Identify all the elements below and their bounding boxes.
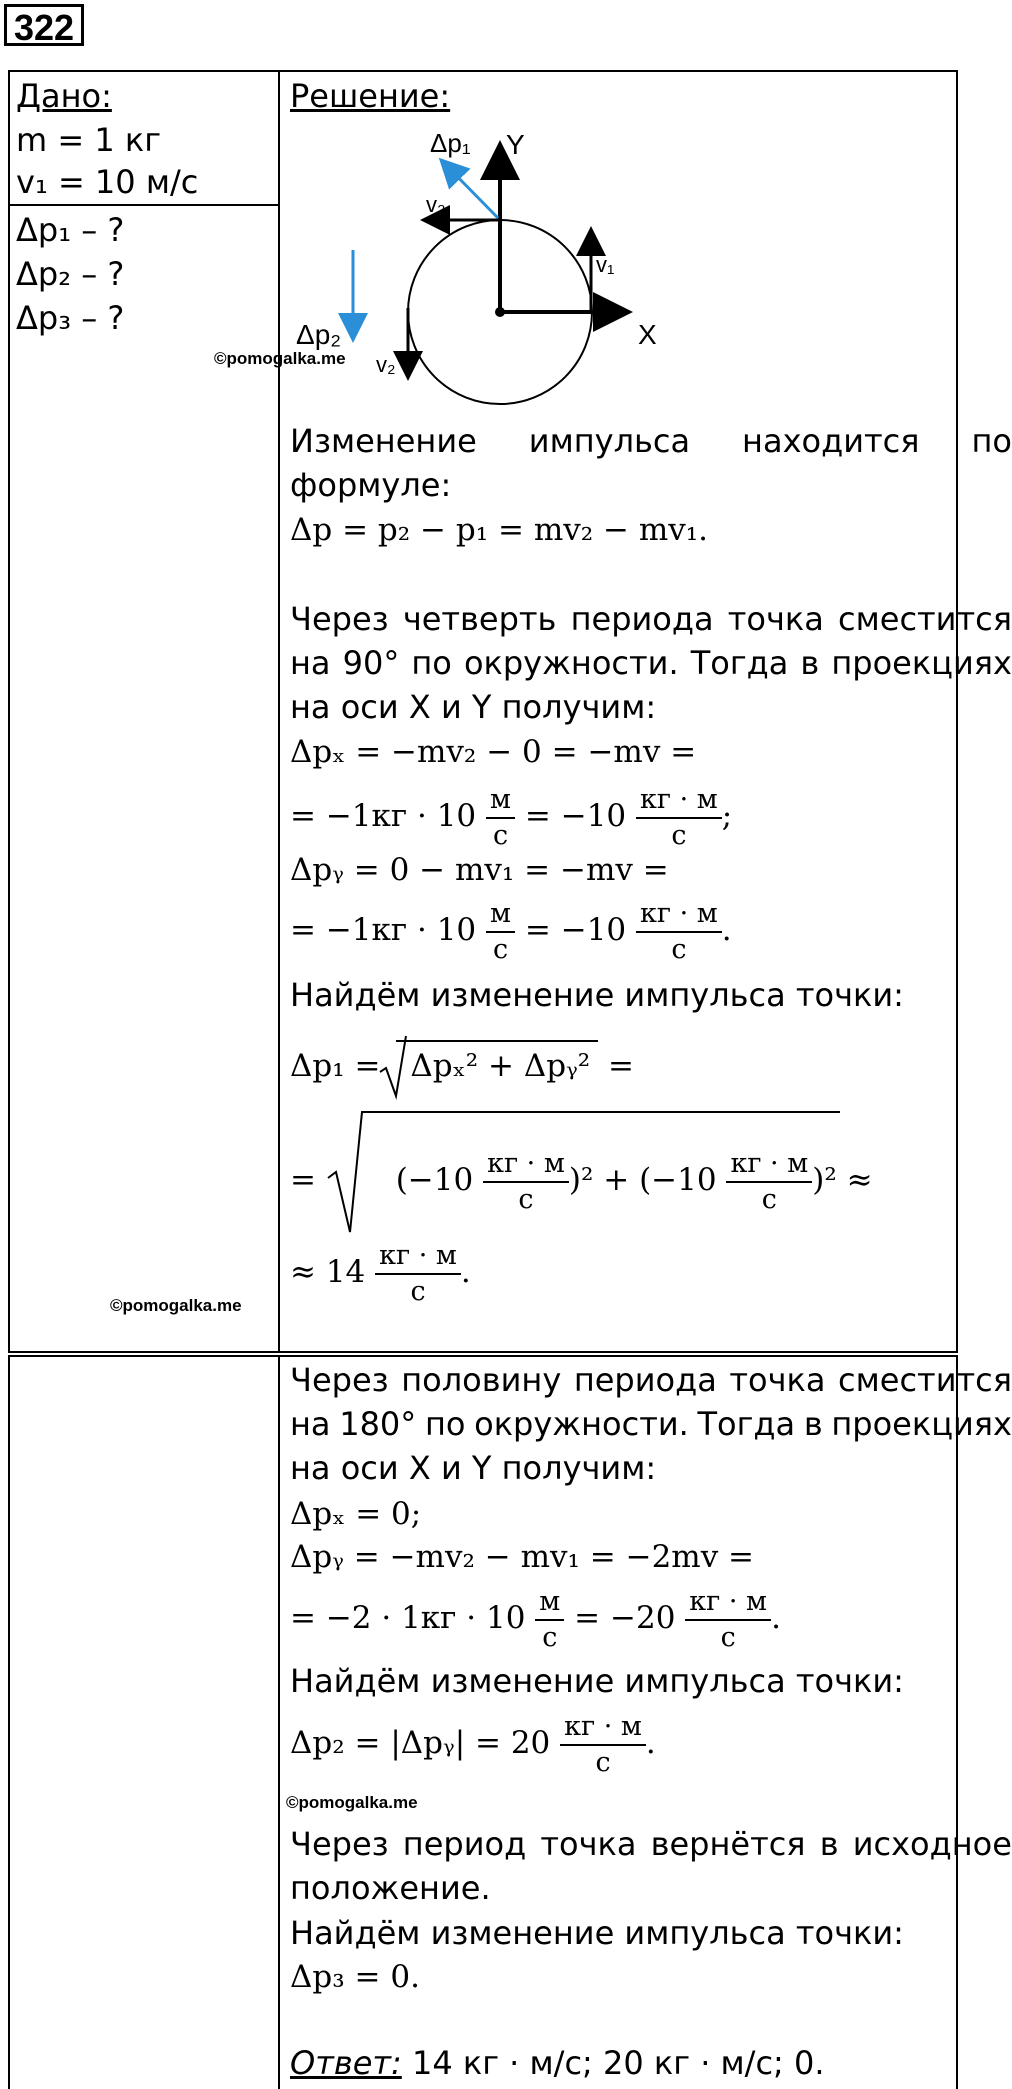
word: четверть [402,600,557,638]
fraction-m-s [486,783,515,853]
word: период [402,1825,527,1863]
numerator: кг · м [685,1585,771,1621]
dpy-line-1: Δpᵧ = 0 − mv₁ = −mv = [290,852,669,888]
word: в [803,1405,823,1443]
full-line-2: положение. [290,1869,491,1907]
table2-border-right [956,1355,958,2089]
watermark-left: ©pomogalka.me [110,1296,242,1315]
punct: . [771,1600,781,1636]
word: Через [290,1825,389,1863]
numerator: м [486,897,515,933]
expr: = −20 [574,1600,676,1636]
numerator: кг · м [375,1239,461,1275]
word: Тогда [690,644,789,682]
unknown-dp3: Δp₃ – ? [16,299,125,337]
expr: = −2 · 1кг · 10 [290,1600,526,1636]
punct: . [721,912,732,948]
word: по [411,644,452,682]
quarter-line-2 [290,641,1012,685]
dp1-line-2 [290,1140,873,1220]
dpy-line-2 [290,890,732,970]
sqrt-radicand [396,1040,598,1088]
expr: )² [568,1162,594,1198]
half-line-2 [290,1402,1012,1446]
center-point [495,307,505,317]
half-line-1 [290,1358,1012,1402]
dp1-arrow [443,162,498,218]
table-border-right [956,70,958,1353]
numerator: кг · м [483,1147,569,1183]
word: на [290,1405,331,1443]
half-dpy-2 [290,1578,781,1658]
fraction-kgm-s [560,1710,646,1780]
word: по [971,422,1012,460]
punct: . [460,1254,471,1290]
word: находится [742,422,920,460]
expr: = −1кг · 10 [290,912,477,948]
word: точка [727,600,824,638]
dp2-line [290,1703,656,1783]
fraction-m-s [535,1585,564,1655]
answer-value: 14 кг · м/с; 20 кг · м/с; 0. [411,2044,825,2082]
quarter-line-1 [290,597,1012,641]
word: окружности. [474,1405,689,1443]
fraction-kgm-s [636,897,722,967]
word: сместится [838,1361,1012,1399]
dp3-line: Δp₃ = 0. [290,1959,420,1995]
expr: = [290,1162,316,1198]
quarter-line-3: на оси X и Y получим: [290,688,657,726]
word: Через [290,1361,389,1399]
word: точка [729,1361,826,1399]
expr: ≈ 14 [290,1254,366,1290]
expr: (−10 [395,1162,474,1198]
intro-line-1 [290,419,1012,463]
denominator: с [671,819,687,851]
word: проекциях [831,644,1012,682]
denominator: с [671,933,687,965]
denominator: с [492,933,509,965]
table2-border-top [8,1355,958,1357]
word: периода [573,1361,717,1399]
word: сместится [838,600,1012,638]
formula-main: Δp = p₂ − p₁ = mv₂ − mv₁. [290,512,709,548]
given-velocity: v₁ = 10 м/с [16,163,199,201]
fraction-kgm-s [726,1147,812,1217]
word: проекциях [831,1405,1012,1443]
label-dp1: Δp₁ [430,128,471,158]
find-line-2: Найдём изменение импульса точки: [290,1662,904,1700]
word: вернётся [650,1825,806,1863]
intro-line-2: формуле: [290,466,452,504]
word: по [424,1405,466,1443]
label-v2-left: v₂ [376,352,396,377]
word: в [800,644,820,682]
word: окружности. [463,644,679,682]
full-line-1 [290,1822,1012,1866]
word: 180° [339,1405,417,1443]
problem-number: 322 [4,4,84,46]
word: половину [401,1361,562,1399]
watermark-figure: ©pomogalka.me [214,349,346,368]
watermark-right: ©pomogalka.me [286,1793,418,1812]
answer-line [290,2041,825,2085]
expr: + (−10 [603,1162,717,1198]
denominator: с [492,819,509,851]
denominator: с [518,1183,534,1215]
given-mass: m = 1 кг [16,121,161,159]
label-y: Y [506,129,525,160]
solution-title: Решение: [290,77,451,115]
table-border-bottom [8,1351,958,1353]
table-border-left [8,70,10,1353]
word: в [819,1825,839,1863]
label-dp2: Δp₂ [296,319,342,350]
punct: . [645,1725,656,1761]
half-line-3: на оси X и Y получим: [290,1449,657,1487]
expr: = −10 [524,912,627,948]
word: точка [540,1825,637,1863]
expr: = [608,1048,635,1084]
numerator: м [535,1585,564,1621]
label-v2-top: v₂ [426,192,446,217]
expr: = −1кг · 10 [290,798,477,834]
word: на [290,644,331,682]
denominator: с [720,1621,736,1653]
label-x: X [638,319,657,350]
denominator: с [595,1746,611,1778]
dpx-line-2 [290,776,732,856]
find-line-1: Найдём изменение импульса точки: [290,976,904,1014]
table2-column-divider [278,1355,280,2089]
given-title: Дано: [16,77,112,115]
dp1-line-3 [290,1232,471,1312]
numerator: кг · м [636,897,722,933]
punct: ; [721,798,733,834]
numerator: м [486,783,515,819]
word: Тогда [697,1405,796,1443]
radicand: Δpₓ² + Δpᵧ² [410,1048,591,1084]
fraction-kgm-s [685,1585,771,1655]
sqrt-sign-1 [378,1032,408,1102]
numerator: кг · м [560,1710,646,1746]
word: 90° [342,644,400,682]
table2-border-left [8,1355,10,2089]
table-border-top [8,70,958,72]
answer-label: Ответ: [290,2044,402,2082]
word: импульса [528,422,691,460]
numerator: кг · м [726,1147,812,1183]
find-line-3: Найдём изменение импульса точки: [290,1914,904,1952]
word: Изменение [290,422,477,460]
fraction-m-s [486,897,515,967]
expr: )² [812,1162,837,1198]
unknown-dp2: Δp₂ – ? [16,255,125,293]
motion-diagram [214,120,680,420]
denominator: с [542,1621,558,1653]
expr: Δp₂ = |Δpᵧ| = 20 [290,1725,551,1761]
given-divider [8,204,280,206]
word: Через [290,600,389,638]
denominator: с [761,1183,777,1215]
denominator: с [410,1275,426,1307]
fraction-kgm-s [636,783,722,853]
word: исходное [852,1825,1012,1863]
half-dpx: Δpₓ = 0; [290,1496,422,1532]
word: периода [570,600,714,638]
dpx-line-1: Δpₓ = −mv₂ − 0 = −mv = [290,734,697,770]
fraction-kgm-s [483,1147,569,1217]
unknown-dp1: Δp₁ – ? [16,211,125,249]
expr: = −10 [524,798,627,834]
numerator: кг · м [636,783,722,819]
dp1-line-1 [290,1040,634,1088]
label-v1: v₁ [596,252,615,277]
fraction-kgm-s [375,1239,461,1309]
expr: Δp₁ = [290,1048,381,1084]
expr: ≈ [846,1162,873,1198]
half-dpy-1: Δpᵧ = −mv₂ − mv₁ = −2mv = [290,1539,755,1575]
